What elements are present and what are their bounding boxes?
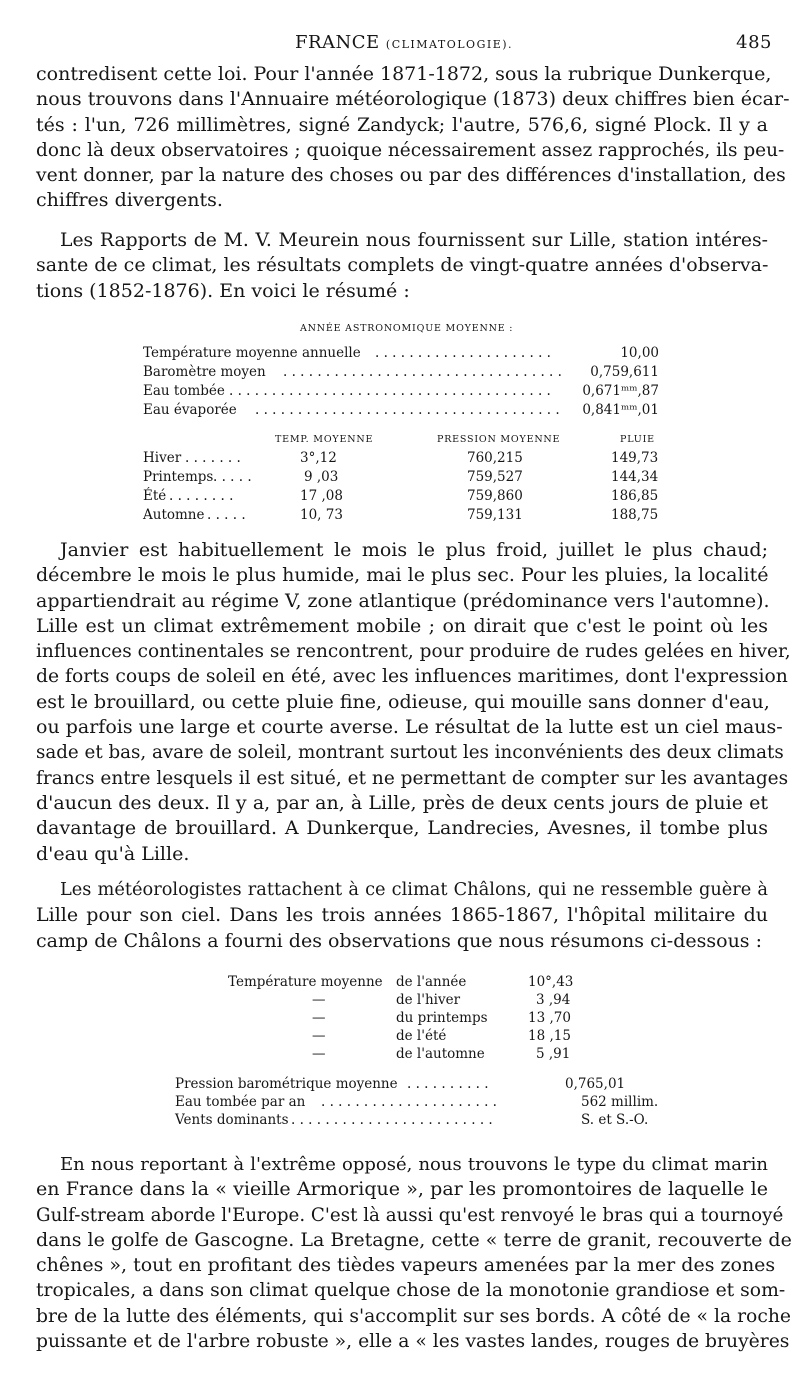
table-row: Température moyenne annuelle . . . . . . . . . . . . . . . . . . . . . 10,00	[143, 345, 659, 361]
row-sublabel: de l'année	[396, 974, 467, 990]
row-label: Eau tombée	[143, 383, 225, 399]
text-line: Lille est un climat extrêmement mobile ; on dirait que c'est le point où les	[36, 614, 768, 637]
pressure-value: 759,131	[467, 507, 523, 523]
pressure-value: 759,860	[467, 488, 523, 504]
running-header	[36, 32, 772, 62]
row-sublabel: du printemps	[396, 1010, 488, 1026]
temp-value: 17 ,08	[300, 488, 343, 504]
text-line: chiffres divergents.	[36, 189, 223, 212]
paragraph-chalons	[36, 878, 768, 954]
paragraph-lille-intro	[36, 228, 768, 304]
row-value: 0,759,611	[590, 364, 659, 380]
table-row	[228, 1028, 628, 1046]
column-header: TEMP. MOYENNE	[275, 434, 374, 445]
table-row: Automne . . . . . 10, 73 759,131 188,75	[143, 507, 659, 523]
table-row	[228, 1010, 628, 1028]
rain-value: 144,34	[611, 469, 659, 485]
rain-value: 149,73	[611, 450, 659, 466]
temp-value: 3°,12	[300, 450, 337, 466]
text-line: sante de ce climat, les résultats complets de vingt-quatre années d'observa-	[36, 254, 769, 277]
row-value: 10,00	[620, 345, 659, 361]
text-line: donc là deux observatoires ; quoique nécessairement assez rapprochés, ils peu-	[36, 139, 785, 161]
text-line: davantage de brouillard. A Dunkerque, Landrecies, Avesnes, il tombe plus	[36, 817, 768, 840]
table-row: Printemps . . . . . 9 ,03 759,527 144,34	[143, 469, 659, 485]
text-line: décembre le mois le plus humide, mai le plus sec. Pour les pluies, la localité	[36, 564, 769, 587]
page-number: 485	[736, 32, 772, 53]
table-row: Été . . . . . . . . 17 ,08 759,860 186,85	[143, 488, 659, 504]
rain-value: 186,85	[611, 488, 659, 504]
season-label: Été	[143, 488, 167, 504]
table-row: Pression barométrique moyenne . . . . . . . . . . 0,765,01	[175, 1076, 626, 1092]
table-row: Eau évaporée . . . . . . . . . . . . . . . . . . . . . . . . . . . . . . . . . . . . 0,841ᵐᵐ,01	[143, 402, 659, 418]
row-value: 562 millim.	[581, 1094, 659, 1110]
row-value: 0,765,01	[565, 1076, 626, 1092]
row-value: 18 ,15	[528, 1028, 571, 1044]
row-value: S. et S.-O.	[581, 1112, 649, 1128]
text-line: dans le golfe de Gascogne. La Bretagne, cette « terre de granit, recouverte de	[36, 1228, 792, 1251]
text-line: d'eau qu'à Lille.	[36, 842, 190, 865]
temp-value: 10, 73	[300, 507, 343, 523]
paragraph-dunkerque	[36, 62, 790, 214]
text-line: ou parfois une large et courte averse. Le résultat de la lutte est un ciel maus-	[36, 716, 783, 739]
table-row	[228, 1046, 628, 1064]
text-line: Janvier est habituellement le mois le plus froid, juillet le plus chaud;	[60, 539, 768, 561]
text-line: Lille pour son ciel. Dans les trois années 1865-1867, l'hôpital militaire du	[36, 904, 768, 927]
header-section: (CLIMATOLOGIE).	[385, 38, 514, 51]
ditto-dash: —	[312, 1046, 326, 1062]
row-label: Température moyenne	[228, 974, 383, 990]
header-country: FRANCE	[294, 32, 380, 53]
row-label: Pression barométrique moyenne	[175, 1076, 398, 1092]
table-row: Baromètre moyen . . . . . . . . . . . . . . . . . . . . . . . . . . . . . . . . . 0,759,611	[143, 364, 659, 380]
text-line: chênes », tout en profitant des tièdes vapeurs amenées par la mer des zones	[36, 1254, 776, 1277]
row-value: 13 ,70	[528, 1010, 571, 1026]
text-line: vent donner, par la nature des choses ou par des différences d'installation, des	[36, 165, 786, 187]
temp-value: 9 ,03	[304, 469, 339, 485]
table-row	[228, 992, 628, 1010]
rain-value: 188,75	[611, 507, 659, 523]
pressure-value: 759,527	[467, 469, 523, 485]
text-line: puissante et de l'arbre robuste », elle a « les vastes landes, rouges de bruyères	[36, 1331, 790, 1353]
text-line: camp de Châlons a fourni des observations que nous résumons ci-dessous :	[36, 929, 762, 952]
ditto-dash: —	[312, 992, 326, 1008]
text-line: sade et bas, avare de soleil, montrant surtout les inconvénients des deux climats	[36, 742, 784, 764]
column-header: PRESSION MOYENNE	[437, 434, 561, 445]
text-line: en France dans la « vieille Armorique », par les promontoires de laquelle le	[36, 1178, 768, 1201]
row-value: 3 ,94	[536, 992, 571, 1008]
text-line: tés : l'un, 726 millimètres, signé Zandyck; l'autre, 576,6, signé Plock. Il y a	[36, 113, 768, 136]
text-line: Gulf-stream aborde l'Europe. C'est là aussi qu'est renvoyé le bras qui a tournoyé	[36, 1204, 784, 1226]
pressure-value: 760,215	[467, 450, 523, 466]
table-row: Eau tombée . . . . . . . . . . . . . . . . . . . . . . . . . . . . . . . . . . . . . . 0,671ᵐᵐ,87	[143, 383, 659, 399]
text-line: Les Rapports de M. V. Meurein nous fournissent sur Lille, station intéres-	[60, 230, 768, 251]
ditto-dash: —	[312, 1028, 326, 1044]
row-label: Eau tombée par an	[175, 1094, 306, 1110]
row-value: 0,671ᵐᵐ,87	[582, 383, 659, 399]
text-line: Les météorologistes rattachent à ce climat Châlons, qui ne ressemble guère à	[60, 880, 768, 900]
text-line: contredisent cette loi. Pour l'année 1871-1872, sous la rubrique Dunkerque,	[36, 63, 772, 85]
row-sublabel: de l'hiver	[396, 992, 461, 1008]
text-line: tions (1852-1876). En voici le résumé :	[36, 279, 410, 302]
text-line: appartiendrait au régime V, zone atlantique (prédominance vers l'automne).	[36, 589, 770, 612]
text-line: bre de la lutte des éléments, qui s'accomplit sur ses bords. A côté de « la roche	[36, 1305, 792, 1327]
text-line: francs entre lesquels il est situé, et ne permettant de compter sur les avantages	[36, 767, 789, 789]
row-sublabel: de l'été	[396, 1028, 447, 1044]
row-label: Vents dominants	[175, 1112, 289, 1128]
table-row	[228, 974, 628, 992]
row-value: 5 ,91	[536, 1046, 571, 1062]
table-row: Eau tombée par an . . . . . . . . . . . . . . . . . . . . . 562 millim.	[175, 1094, 659, 1110]
row-sublabel: de l'automne	[396, 1046, 485, 1062]
paragraph-lille-climate	[36, 538, 791, 867]
row-label: Eau évaporée	[143, 402, 237, 418]
row-value: 0,841ᵐᵐ,01	[582, 402, 659, 418]
text-line: En nous reportant à l'extrême opposé, nous trouvons le type du climat marin	[60, 1154, 768, 1175]
text-line: est le brouillard, ou cette pluie fine, odieuse, qui mouille sans donner d'eau,	[36, 690, 770, 713]
text-line: influences continentales se rencontrent, pour produire de rudes gelées en hiver,	[36, 641, 791, 663]
row-label: Température moyenne annuelle	[143, 345, 361, 361]
table-caption: ANNÉE ASTRONOMIQUE MOYENNE :	[300, 323, 514, 334]
table-row: Vents dominants . . . . . . . . . . . . . . . . . . . . . . . . S. et S.-O.	[175, 1112, 649, 1128]
season-label: Hiver	[143, 450, 182, 466]
text-line: nous trouvons dans l'Annuaire météorologique (1873) deux chiffres bien écar-	[36, 88, 790, 111]
text-line: tropicales, a dans son climat quelque chose de la monotonie grandiose et som-	[36, 1280, 786, 1302]
season-label: Automne	[143, 507, 205, 523]
text-line: de forts coups de soleil en été, avec les influences maritimes, dont l'expression	[36, 666, 788, 688]
text-line: d'aucun des deux. Il y a, par an, à Lille, près de deux cents jours de pluie et	[36, 791, 768, 814]
column-header: PLUIE	[620, 434, 655, 445]
table-row: Hiver . . . . . . . 3°,12 760,215 149,73	[143, 450, 659, 466]
paragraph-armorique	[36, 1152, 792, 1354]
row-value: 10°,43	[528, 974, 574, 990]
row-label: Baromètre moyen	[143, 364, 266, 380]
season-label: Printemps	[143, 469, 214, 485]
ditto-dash: —	[312, 1010, 326, 1026]
